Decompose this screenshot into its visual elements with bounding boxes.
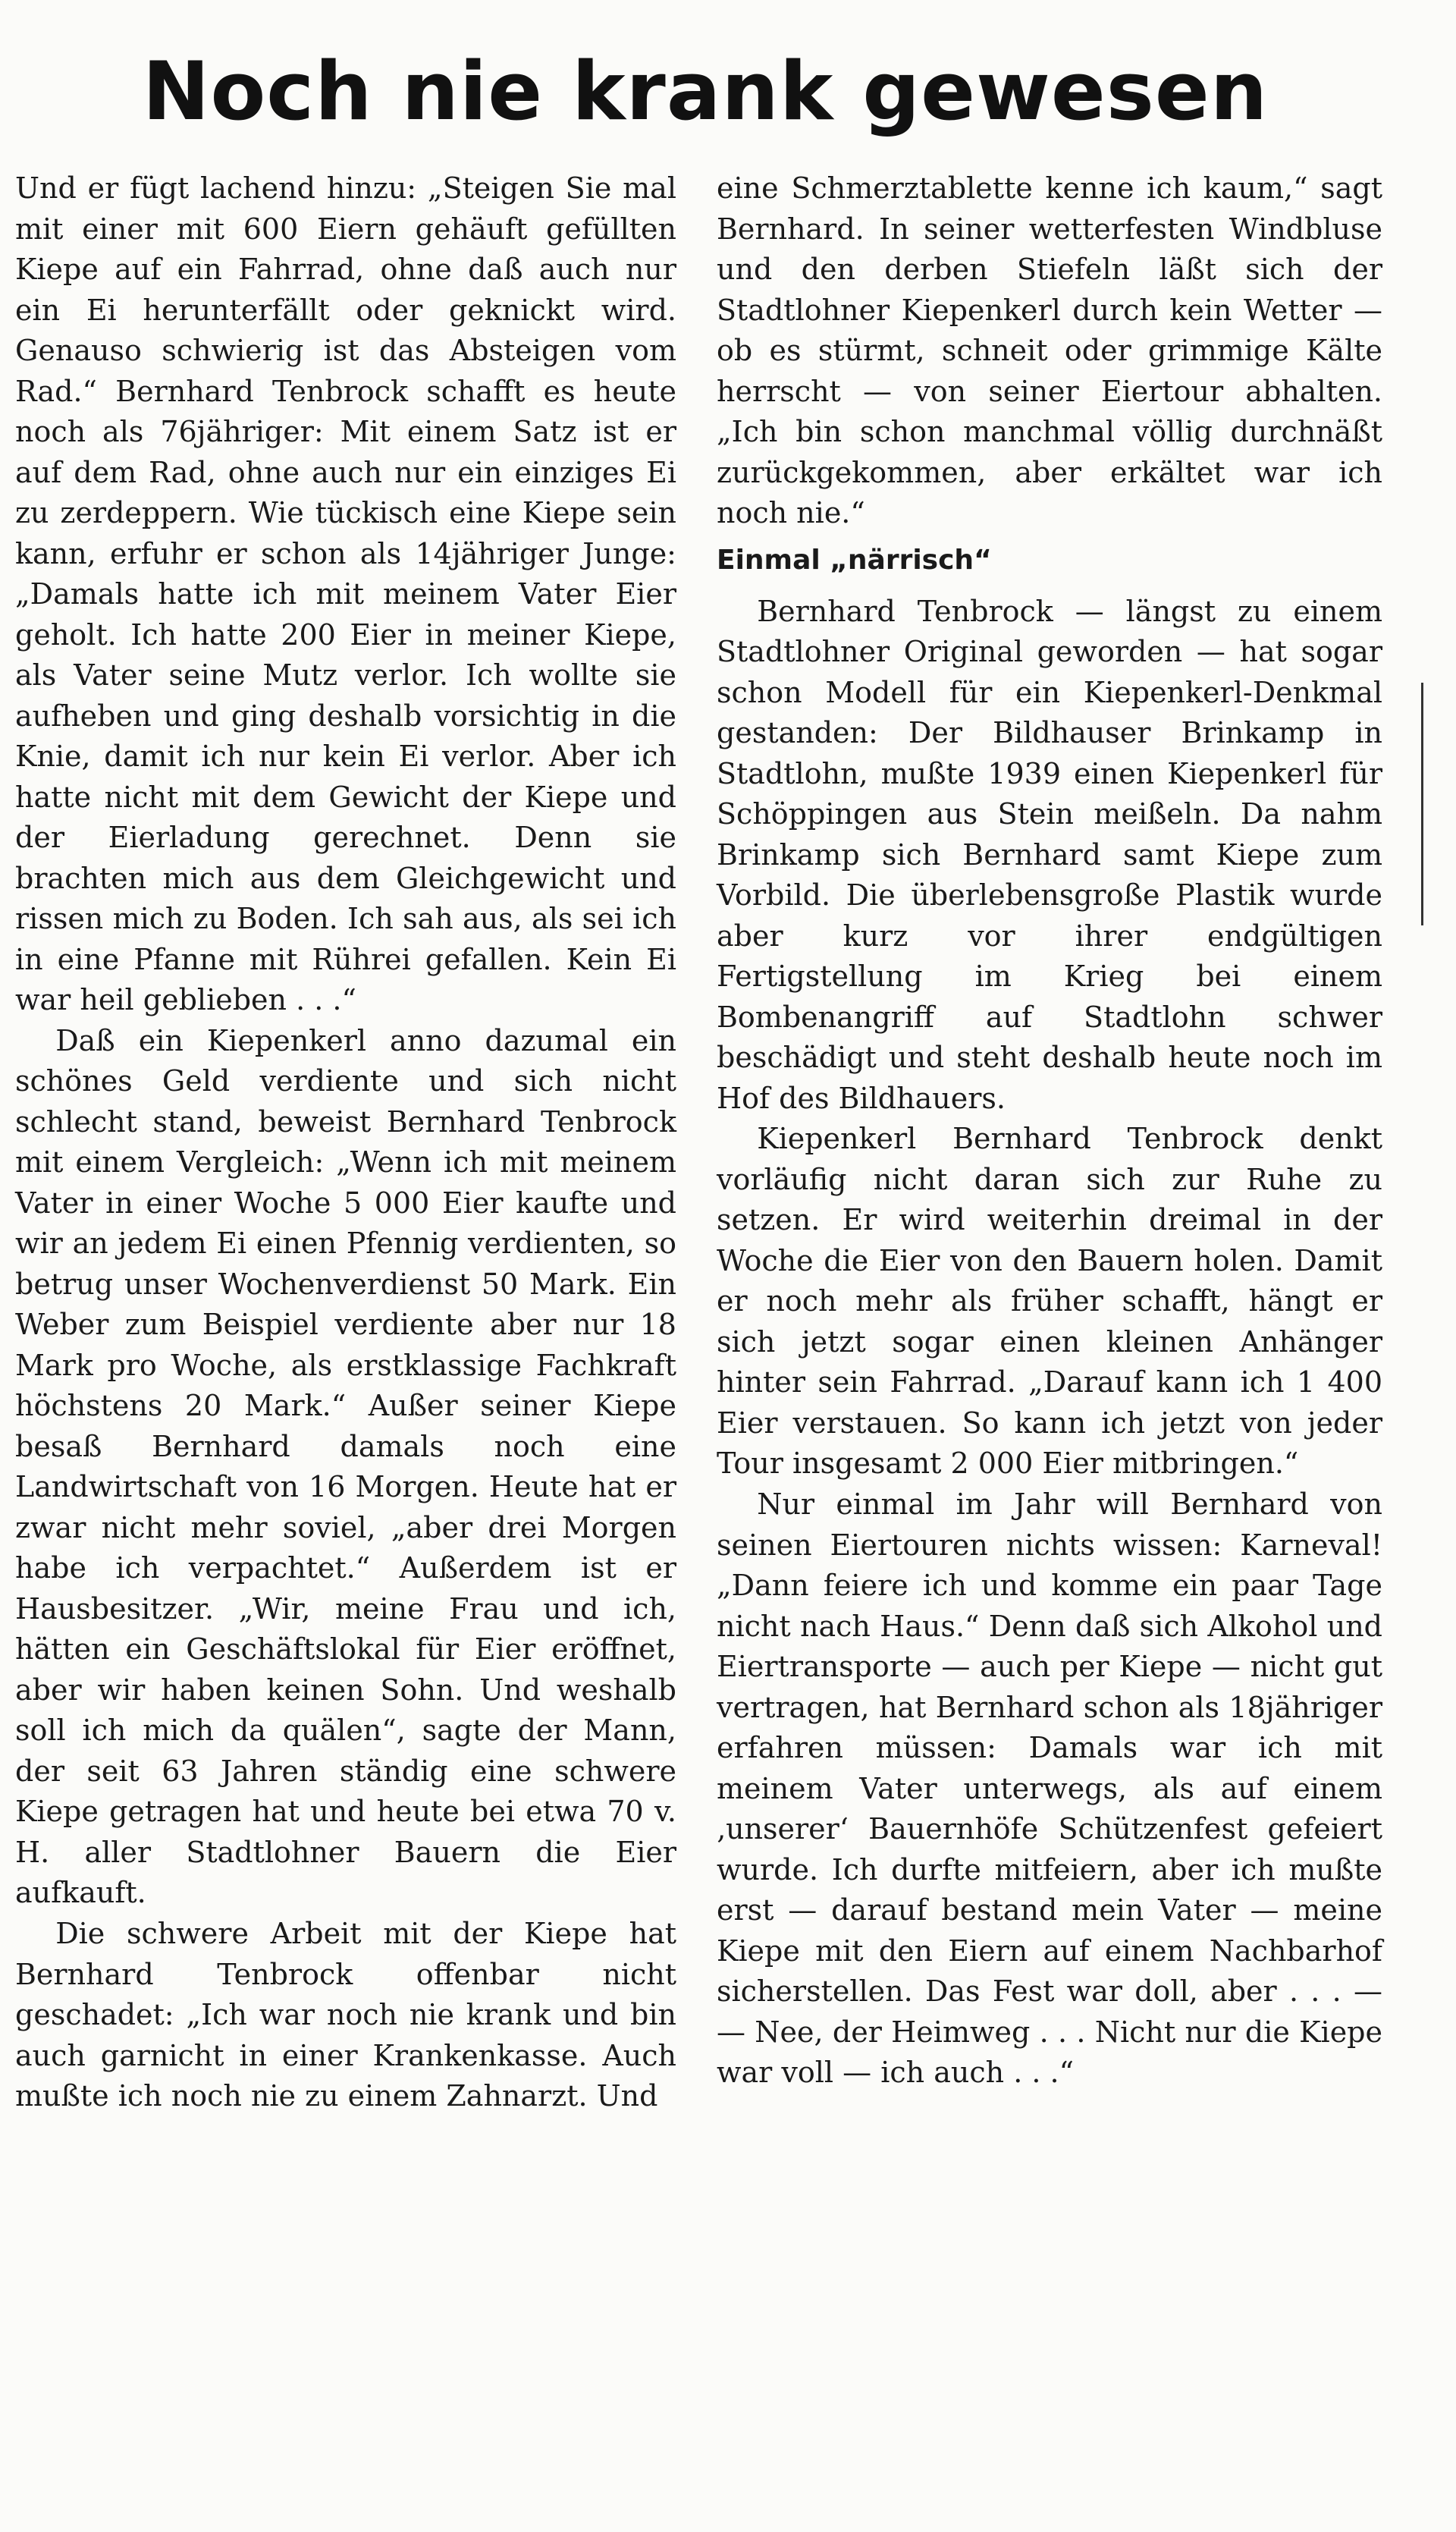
- paragraph: Und er fügt lachend hinzu: „Steigen Sie mal mit einer mit 600 Eiern gehäuft gefüllten Kiepe auf ein Fahrrad, ohne daß auch nur ein Ei herunterfällt oder geknickt wird. Genauso schwierig ist das Absteigen vom Rad.“ Bernhard Tenbrock schafft es heute noch als 76jähriger: Mit einem Satz ist er auf dem Rad, ohne auch nur ein einziges Ei zu zerdeppern. Wie tückisch eine Kiepe sein kann, erfuhr er schon als 14jähriger Junge: „Damals hatte ich mit meinem Vater Eier geholt. Ich hatte 200 Eier in meiner Kiepe, als Vater seine Mutz verlor. Ich wollte sie aufheben und ging deshalb vorsichtig in die Knie, damit ich nur kein Ei verlor. Aber ich hatte nicht mit dem Gewicht der Kiepe und der Eierladung gerechnet. Denn sie brachten mich aus dem Gleichgewicht und rissen mich zu Boden. Ich sah aus, als sei ich in eine Pfanne mit Rührei gefallen. Kein Ei war heil geblieben . . .“: [15, 171, 676, 1016]
- article-column-left: [15, 168, 676, 2117]
- article-subheading: Einmal „närrisch“: [717, 544, 992, 576]
- paragraph: Kiepenkerl Bernhard Tenbrock denkt vorläufig nicht daran sich zur Ruhe zu setzen. Er wird weiterhin dreimal in der Woche die Eier von den Bauern holen. Damit er noch mehr als früher schafft, hängt er sich jetzt sogar einen kleinen Anhänger hinter sein Fahrrad. „Darauf kann ich 1 400 Eier verstauen. So kann ich jetzt von jeder Tour insgesamt 2 000 Eier mitbringen.“: [717, 1122, 1382, 1481]
- article-headline: Noch nie krank gewesen: [142, 45, 1269, 138]
- paragraph: Bernhard Tenbrock — längst zu einem Stadtlohner Original geworden — hat sogar schon Modell für ein Kiepenkerl-Denkmal gestanden: Der Bildhauser Brinkamp in Stadtlohn, mußte 1939 einen Kiepenkerl für Schöppingen aus Stein meißeln. Da nahm Brinkamp sich Bernhard samt Kiepe zum Vorbild. Die überlebensgroße Plastik wurde aber kurz vor ihrer endgültigen Fertigstellung im Krieg bei einem Bombenangriff auf Stadtlohn schwer beschädigt und steht deshalb heute noch im Hof des Bildhauers.: [717, 594, 1382, 1115]
- article-column-right: [717, 168, 1382, 2094]
- paragraph: Nur einmal im Jahr will Bernhard von seinen Eiertouren nichts wissen: Karneval! „Dann feiere ich und komme ein paar Tage nicht nach Haus.“ Denn daß sich Alkohol und Eiertransporte — auch per Kiepe — nicht gut vertragen, hat Bernhard schon als 18jähriger erfahren müssen: Damals war ich mit meinem Vater unterwegs, als auf einem ‚unserer‘ Bauernhöfe Schützenfest gefeiert wurde. Ich durfte mitfeiern, aber ich mußte erst — darauf bestand mein Vater — meine Kiepe mit den Eiern auf einem Nachbarhof sicherstellen. Das Fest war doll, aber . . . — — Nee, der Heimweg . . . Nicht nur die Kiepe war voll — ich auch . . .“: [717, 1487, 1382, 2090]
- paragraph: Die schwere Arbeit mit der Kiepe hat Bernhard Tenbrock offenbar nicht geschadet: „Ich war noch nie krank und bin auch garnicht in einer Krankenkasse. Auch mußte ich noch nie zu einem Zahnarzt. Und: [15, 1917, 676, 2113]
- column-edge-rule: [1421, 683, 1423, 925]
- paragraph: Daß ein Kiepenkerl anno dazumal ein schönes Geld verdiente und sich nicht schlecht stand, beweist Bernhard Tenbrock mit einem Vergleich: „Wenn ich mit meinem Vater in einer Woche 5 000 Eier kaufte und wir an jedem Ei einen Pfennig verdienten, so betrug unser Wochenverdienst 50 Mark. Ein Weber zum Beispiel verdiente aber nur 18 Mark pro Woche, als erstklassige Fachkraft höchstens 20 Mark.“ Außer seiner Kiepe besaß Bernhard damals noch eine Landwirtschaft von 16 Morgen. Heute hat er zwar nicht mehr soviel, „aber drei Morgen habe ich verpachtet.“ Außerdem ist er Hausbesitzer. „Wir, meine Frau und ich, hätten ein Geschäftslokal für Eier eröffnet, aber wir haben keinen Sohn. Und weshalb soll ich mich da quälen“, sagte der Mann, der seit 63 Jahren ständig eine schwere Kiepe getragen hat und heute bei etwa 70 v. H. aller Stadtlohner Bauern die Eier aufkauft.: [15, 1023, 676, 1910]
- paragraph: eine Schmerztablette kenne ich kaum,“ sagt Bernhard. In seiner wetterfesten Windbluse und den derben Stiefeln läßt sich der Stadtlohner Kiepenkerl durch kein Wetter — ob es stürmt, schneit oder grimmige Kälte herrscht — von seiner Eiertour abhalten. „Ich bin schon manchmal völlig durchnäßt zurückgekommen, aber erkältet war ich noch nie.“: [717, 171, 1382, 529]
